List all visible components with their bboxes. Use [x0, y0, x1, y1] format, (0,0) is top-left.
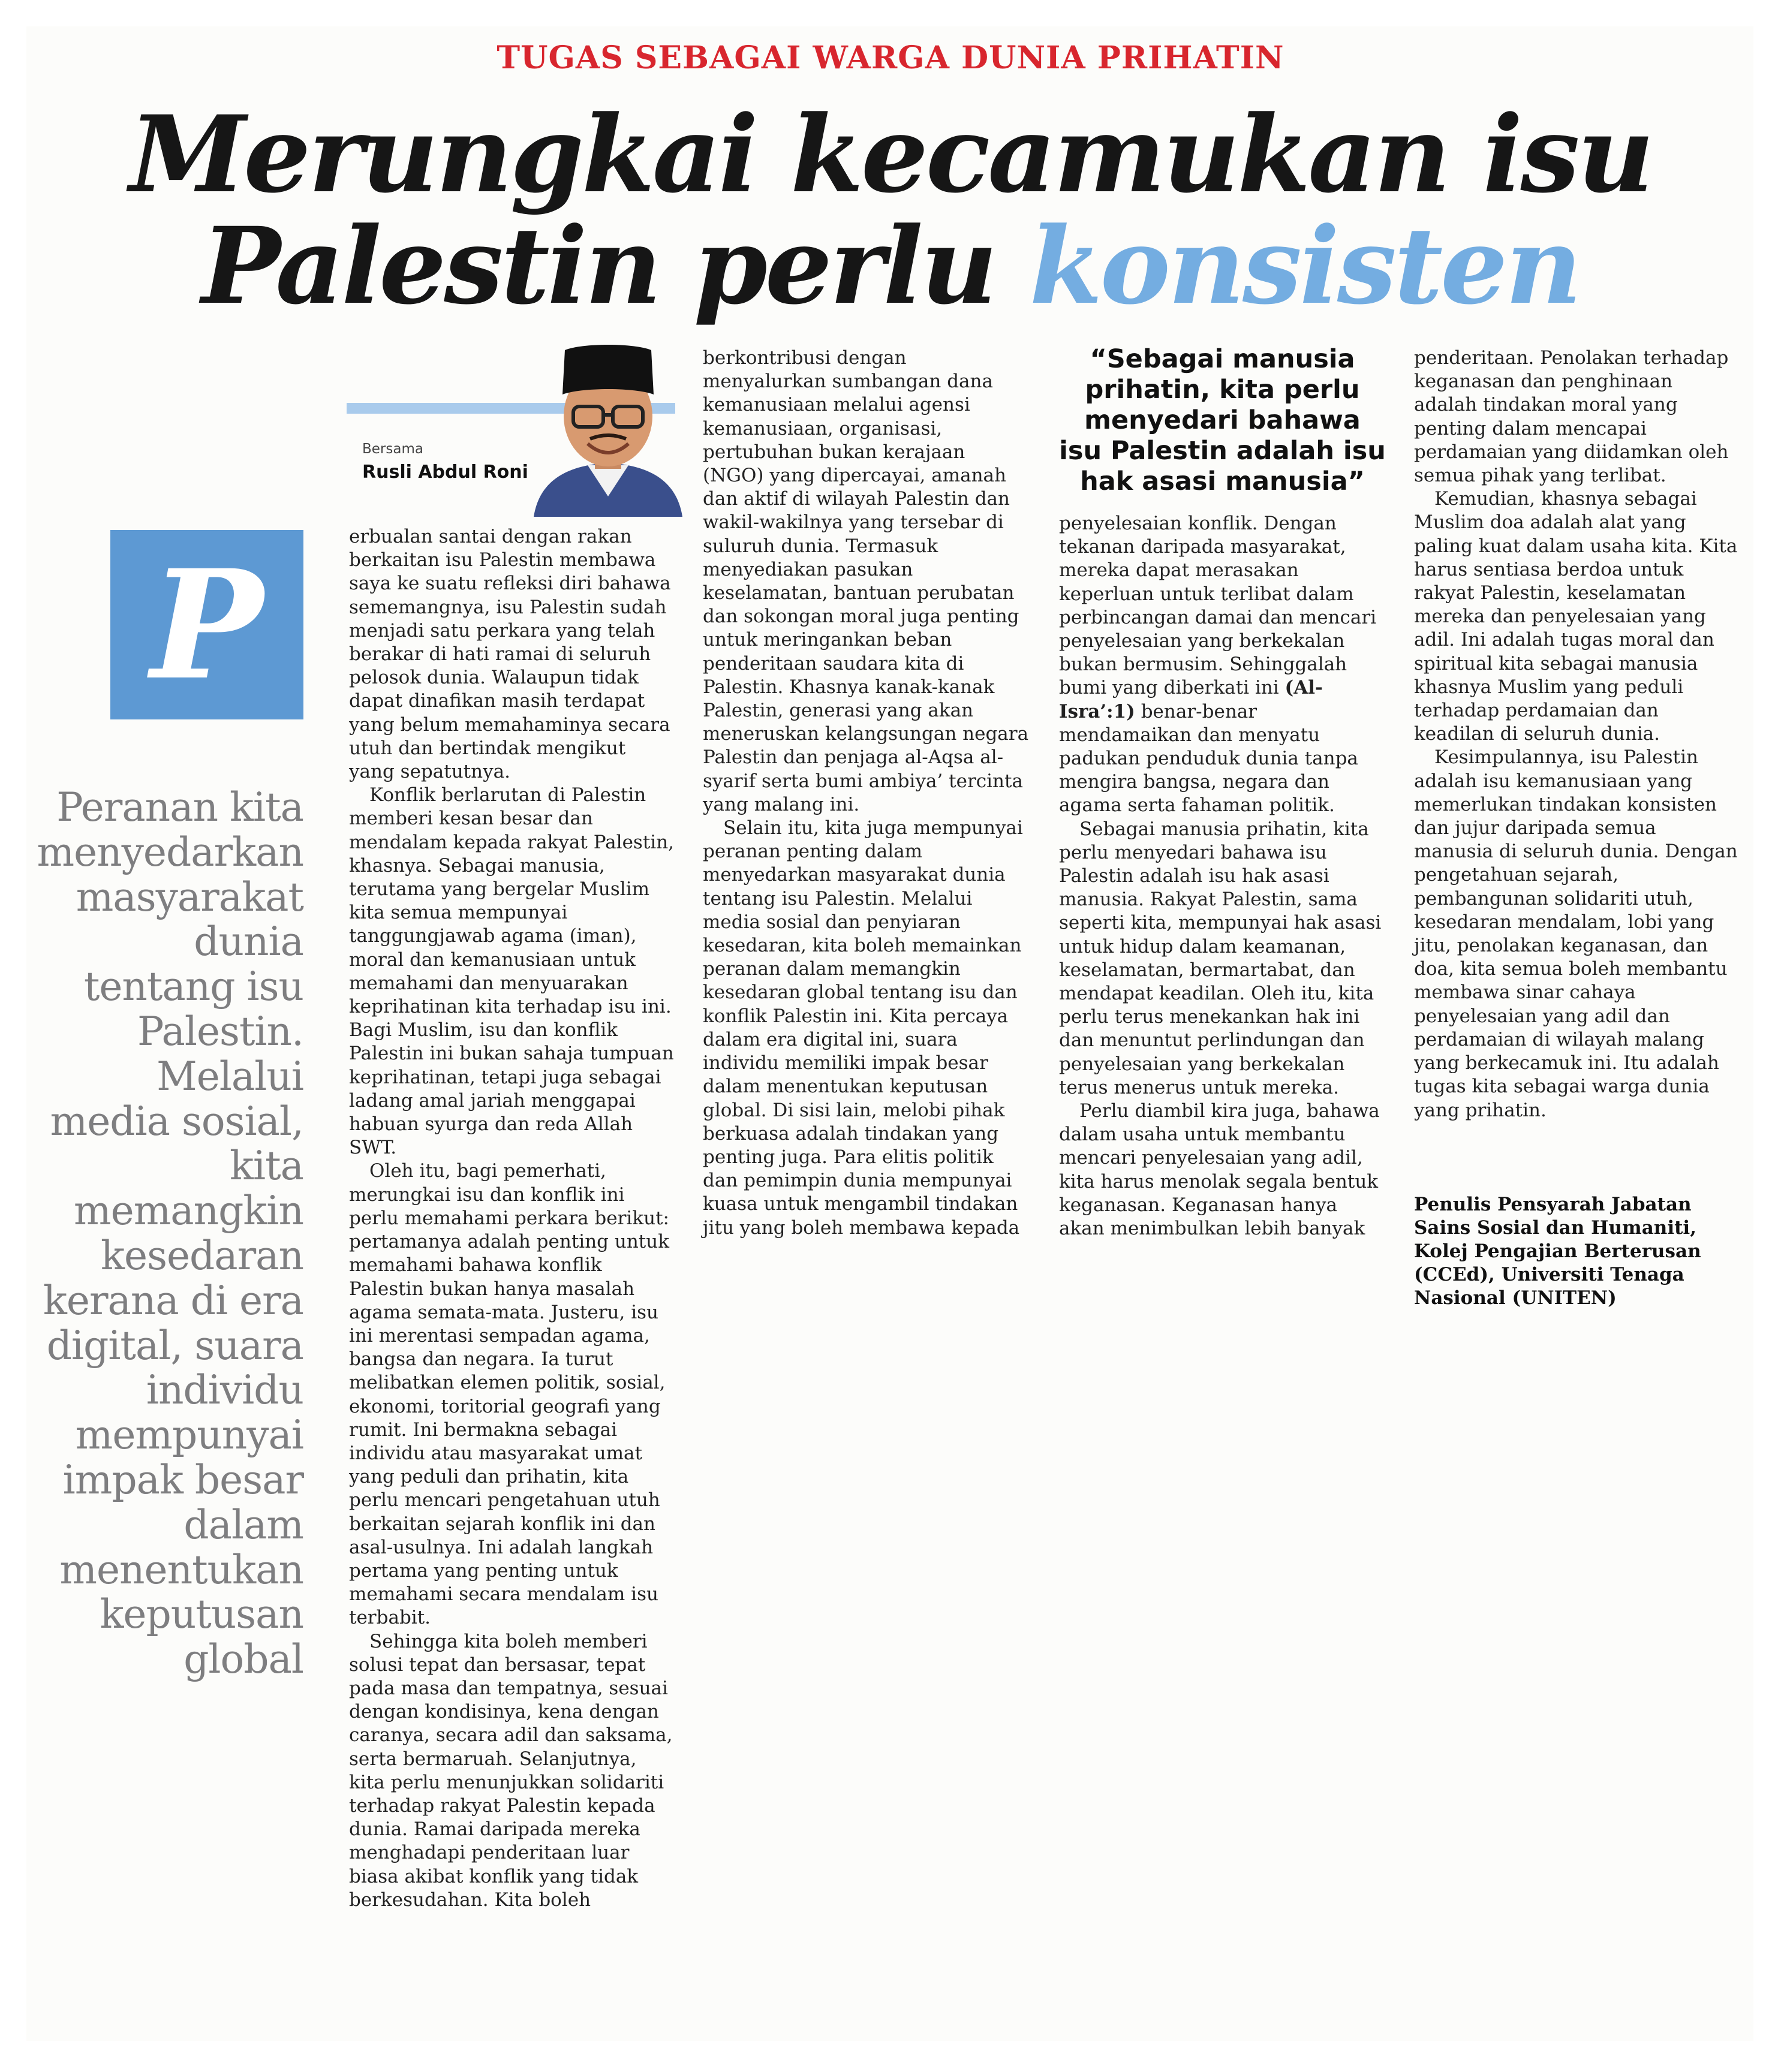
paragraph: Selain itu, kita juga mempunyai peranan penting dalam menyedarkan masyarakat dunia tentang isu Palestin. Melalui media sosial dan penyiaran kesedaran, kita boleh memainkan peranan dalam memangkin kesedaran global tentang isu dan konflik Palestin ini. Kita percaya dalam era digital ini, suara individu memiliki impak besar dalam menentukan keputusan global. Di sisi lain, melobi pihak berkuasa adalah tindakan yang penting juga. Para elitis politik dan pemimpin dunia mempunyai kuasa untuk mengambil tindakan jitu yang boleh membawa kepada	[703, 817, 1023, 1239]
author-prefix: Bersama	[362, 441, 423, 457]
paragraph: Kesimpulannya, isu Palestin adalah isu kemanusiaan yang memerlukan tindakan konsisten dan jujur daripada semua manusia di seluruh dunia. Dengan pengetahuan sejarah, pembangunan solidariti utuh, kesedaran mendalam, lobi yang jitu, penolakan keganasan, dan doa, kita semua boleh membantu membawa sinar cahaya penyelesaian yang adil dan perdamaian di wilayah malang yang berkecamuk ini. Itu adalah tugas kita sebagai warga dunia yang prihatin.	[1414, 746, 1738, 1121]
drop-cap: P	[110, 530, 303, 719]
kicker: TUGAS SEBAGAI WARGA DUNIA PRIHATIN	[497, 40, 1284, 76]
body-column-4	[1414, 347, 1741, 1122]
paragraph	[1059, 512, 1386, 818]
headline-line-2	[0, 204, 1781, 328]
paragraph: berkontribusi dengan menyalurkan sumbangan dana kemanusiaan melalui agensi kemanusiaan, organisasi, pertubuhan bukan kerajaan (NGO) yang dipercayai, amanah dan aktif di wilayah Palestin dan wakil-wakilnya yang tersebar di suluruh dunia. Termasuk menyediakan pasukan keselamatan, bantuan perubatan dan sokongan moral juga penting untuk meringankan beban penderitaan saudara kita di Palestin. Khasnya kanak-kanak Palestin, generasi yang akan meneruskan kelangsungan negara Palestin dan penjaga al-Aqsa al-syarif serta bumi ambiya’ tercinta yang malang ini.	[703, 347, 1029, 815]
paragraph: Konflik berlarutan di Palestin memberi kesan besar dan mendalam kepada rakyat Palestin, khasnya. Sebagai manusia, terutama yang bergelar Muslim kita semua mempunyai tanggungjawab agama (iman), moral dan kemanusiaan untuk memahami dan menyuarakan keprihatinan kita terhadap isu ini. Bagi Muslim, isu dan konflik Palestin ini bukan sahaja tumpuan keprihatinan, tetapi juga sebagai ladang amal jariah menggapai habuan syurga dan reda Allah SWT.	[349, 784, 675, 1159]
quran-reference: (Al-Isra’:1)	[1059, 677, 1323, 722]
paragraph: Perlu diambil kira juga, bahawa dalam usaha untuk membantu mencari penyelesaian yang adil, kita harus menolak segala bentuk keganasan. Keganasan hanya akan menimbulkan lebih banyak	[1059, 1100, 1380, 1240]
author-photo	[528, 339, 688, 517]
paragraph-text: benar-benar mendamaikan dan menyatu padukan penduduk dunia tanpa mengira bangsa, negara dan agama serta fahaman politik.	[1059, 700, 1358, 817]
paragraph: Oleh itu, bagi pemerhati, merungkai isu dan konflik ini perlu memahami perkara berikut: pertamanya adalah penting untuk memahami bahawa konflik Palestin bukan hanya masalah agama semata-mata. Justeru, isu ini merentasi sempadan agama, bangsa dan negara. Ia turut melibatkan elemen politik, sosial, ekonomi, toritorial geografi yang rumit. Ini bermakna sebagai individu atau masyarakat umat yang peduli dan prihatin, kita perlu mencari pengetahuan utuh berkaitan sejarah konflik ini dan asal-usulnya. Ini adalah langkah pertama yang penting untuk memahami secara mendalam isu terbabit.	[349, 1160, 669, 1629]
author-bio: Penulis Pensyarah Jabatan Sains Sosial dan Humaniti, Kolej Pengajian Berterusan (CCEd), Universiti Tenaga Nasional (UNITEN)	[1414, 1194, 1701, 1309]
headline-line-1: Merungkai kecamukan isu	[129, 92, 1652, 216]
paragraph: penderitaan. Penolakan terhadap keganasan dan penghinaan adalah tindakan moral yang penting dalam mencapai perdamaian yang diidamkan oleh semua pihak yang terlibat.	[1414, 347, 1729, 487]
paragraph: Sehingga kita boleh memberi solusi tepat dan bersasar, tepat pada masa dan tempatnya, sesuai dengan kondisinya, kena dengan caranya, secara adil dan saksama, serta bermaruah. Selanjutnya, kita perlu menunjukkan solidariti terhadap rakyat Palestin kepada dunia. Ramai daripada mereka menghadapi penderitaan luar biasa akibat konflik yang tidak berkesudahan. Kita boleh	[349, 1630, 673, 1911]
body-column-1	[349, 525, 676, 1912]
headline-line-2-text: Palestin perlu	[201, 204, 1030, 328]
paragraph: erbualan santai dengan rakan berkaitan isu Palestin membawa saya ke suatu refleksi diri bahawa sememangnya, isu Palestin sudah menjadi satu perkara yang telah berakar di hati ramai di seluruh pelosok dunia. Walaupun tidak dapat dinafikan masih terdapat yang belum memahaminya secara utuh dan bertindak mengikut yang sepatutnya.	[349, 526, 671, 783]
paragraph: Sebagai manusia prihatin, kita perlu menyedari bahawa isu Palestin adalah isu hak asasi manusia. Rakyat Palestin, sama seperti kita, mempunyai hak asasi untuk hidup dalam keamanan, keselamatan, bermartabat, dan mendapat keadilan. Oleh itu, kita perlu terus menekankan hak ini dan menuntut perlindungan dan penyelesaian yang berkekalan terus menerus untuk mereka.	[1059, 818, 1382, 1098]
body-column-2	[703, 347, 1030, 1240]
pull-quote: Peranan kita menyedarkan masyarakat dunia tentang isu Palestin. Melalui media sosial, kita memangkin kesedaran kerana di era digital, suara individu mempunyai impak besar dalam menentukan keputusan global	[37, 784, 303, 1683]
headline-accent-word: konsisten	[1029, 204, 1580, 328]
paragraph-text: penyelesaian konflik. Dengan tekanan daripada masyarakat, mereka dapat merasakan keperluan untuk terlibat dalam perbincangan damai dan mencari penyelesaian yang berkekalan bukan bermusim. Sehinggalah bumi yang diberkati ini	[1059, 513, 1377, 699]
body-column-3	[1059, 512, 1386, 1240]
highlight-quote: “Sebagai manusia prihatin, kita perlu menyedari bahawa isu Palestin adalah isu hak asasi manusia”	[1059, 344, 1386, 496]
author-name: Rusli Abdul Roni	[362, 462, 528, 483]
paragraph: Kemudian, khasnya sebagai Muslim doa adalah alat yang paling kuat dalam usaha kita. Kita harus sentiasa berdoa untuk rakyat Palestin, keselamatan mereka dan penyelesaian yang adil. Ini adalah tugas moral dan spiritual kita sebagai manusia khasnya Muslim yang peduli terhadap perdamaian dan keadilan di seluruh dunia.	[1414, 488, 1738, 745]
